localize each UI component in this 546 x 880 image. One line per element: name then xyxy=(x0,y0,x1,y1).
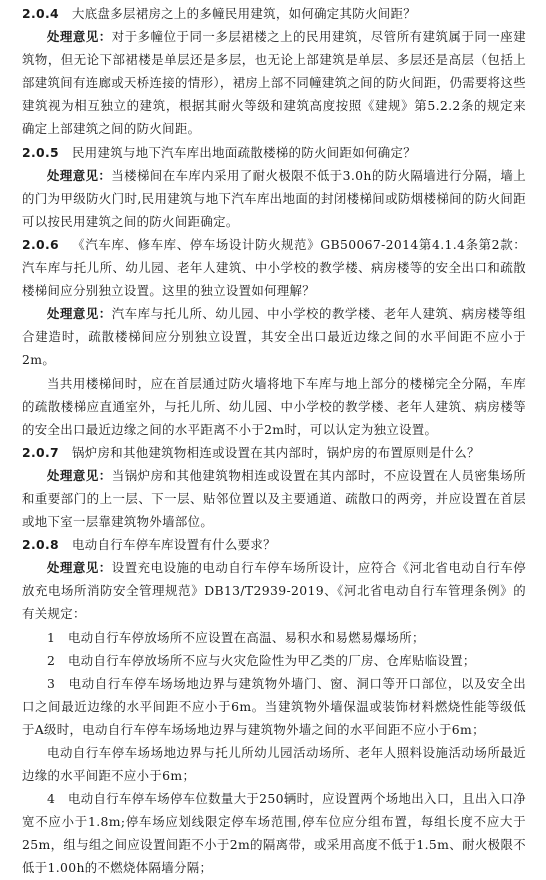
answer-paragraph: 电动自行车停车场场地边界与托儿所幼儿园活动场所、老年人照料设施活动场所最近边缘的水平间距不应小于6m； xyxy=(22,745,526,784)
question-text: 民用建筑与地下汽车库出地面疏散楼梯的防火间距如何确定？ xyxy=(72,144,416,160)
question-text: 锅炉房和其他建筑物相连或设置在其内部时，锅炉房的布置原则是什么？ xyxy=(72,444,480,460)
answer-label: 处理意见： xyxy=(47,29,112,45)
answer xyxy=(22,464,526,533)
section-2-0-8 xyxy=(22,533,526,879)
question xyxy=(22,233,526,302)
section-2-0-7 xyxy=(22,441,526,533)
section-2-0-5 xyxy=(22,141,526,233)
answer-text: 设置充电设施的电动自行车停车场所设计，应符合《河北省电动自行车停放充电场所消防安全管理规范》DB13/T2939-2019、《河北省电动自行车管理条例》的有关规定： xyxy=(22,560,527,622)
answer-paragraph: 当共用楼梯间时，应在首层通过防火墙将地下车库与地上部分的楼梯完全分隔，车库的疏散楼梯应直通室外，与托儿所、幼儿园、中小学校的教学楼、老年人建筑、病房楼等的安全出口最近边缘之间的水平距离不小于2m时，可以认定为独立设置。 xyxy=(22,375,526,437)
question xyxy=(22,441,526,464)
section-number: 2.0.7 xyxy=(22,444,60,460)
answer xyxy=(22,25,526,140)
section-number: 2.0.5 xyxy=(22,144,60,160)
answer-text: 当锅炉房和其他建筑物相连或设置在其内部时，不应设置在人员密集场所和重要部门的上一层、下一层、贴邻位置以及主要通道、疏散口的两旁，并应设置在首层或地下室一层靠建筑物外墙部位。 xyxy=(22,467,527,530)
list-item: 2 电动自行车停放场所不应与火灾危险性为甲乙类的厂房、仓库贴临设置； xyxy=(47,652,476,668)
answer-label: 处理意见： xyxy=(47,306,112,322)
question xyxy=(22,533,526,556)
section-number: 2.0.8 xyxy=(22,537,60,553)
question-text: 《汽车库、修车库、停车场设计防火规范》GB50067-2014第4.1.4条第2款：汽车库与托儿所、幼儿园、老年人建筑、中小学校的教学楼、病房楼等的安全出口和疏散楼梯间应分别独立设置。这里的独立设置如何理解？ xyxy=(22,236,526,299)
section-2-0-6 xyxy=(22,233,526,441)
answer-label: 处理意见： xyxy=(47,467,112,483)
answer-label: 处理意见： xyxy=(47,167,112,183)
answer-text: 汽车库与托儿所、幼儿园、中小学校的教学楼、老年人建筑、病房楼等组合建造时，疏散楼梯间应分别独立设置，其安全出口最近边缘之间的水平间距不应小于2m。 xyxy=(22,306,527,368)
answer xyxy=(22,556,526,625)
answer-text: 当楼梯间在车库内采用了耐火极限不低于3.0h的防火隔墙进行分隔，墙上的门为甲级防火门时,民用建筑与地下汽车库出地面的封闭楼梯间或防烟楼梯间的防火间距可以按民用建筑之间的防火间距确定。 xyxy=(22,167,526,229)
list-item: 4 电动自行车停车场停车位数量大于250辆时，应设置两个场地出入口，且出入口净宽不应小于1.8m;停车场应划线限定停车场范围,停车位应分组布置，每组长度不应大于25m，组与组之间应设置间距不小于2m的隔离带，或采用高度不低于1.5m、耐火极限不低于1.00h的不燃烧体隔墙分隔； xyxy=(22,791,526,876)
question xyxy=(22,141,526,164)
answer xyxy=(22,302,526,371)
answer-label: 处理意见： xyxy=(47,560,112,576)
section-number: 2.0.6 xyxy=(22,236,60,252)
question-text: 电动自行车停车库设置有什么要求？ xyxy=(72,537,276,553)
list-item: 1 电动自行车停放场所不应设置在高温、易积水和易燃易爆场所； xyxy=(47,629,425,645)
list-item: 3 电动自行车停车场场地边界与建筑物外墙门、窗、洞口等开口部位，以及安全出口之间最近边缘的水平间距不应小于6m。当建筑物外墙保温或装饰材料燃烧性能等级低于A级时，电动自行车停车场场地边界与建筑物外墙之间的水平间距不应小于6m； xyxy=(22,675,526,737)
answer-text: 对于多幢位于同一多层裙楼之上的民用建筑，尽管所有建筑属于同一座建筑物，但无论下部裙楼是单层还是多层，也无论上部建筑是单层、多层还是高层（包括上部建筑间有连廊或天桥连接的情形），裙房上部不同幢建筑之间的防火间距，仍需要将这些建筑视为相互独立的建筑，根据其耐火等级和建筑高度按照《建规》第5.2.2条的规定来确定上部建筑之间的防火间距。 xyxy=(22,29,527,137)
section-number: 2.0.4 xyxy=(22,6,60,21)
question-text: 大底盘多层裙房之上的多幢民用建筑，如何确定其防火间距？ xyxy=(72,6,416,21)
answer xyxy=(22,164,526,233)
question xyxy=(22,2,526,25)
section-2-0-4 xyxy=(22,2,526,141)
